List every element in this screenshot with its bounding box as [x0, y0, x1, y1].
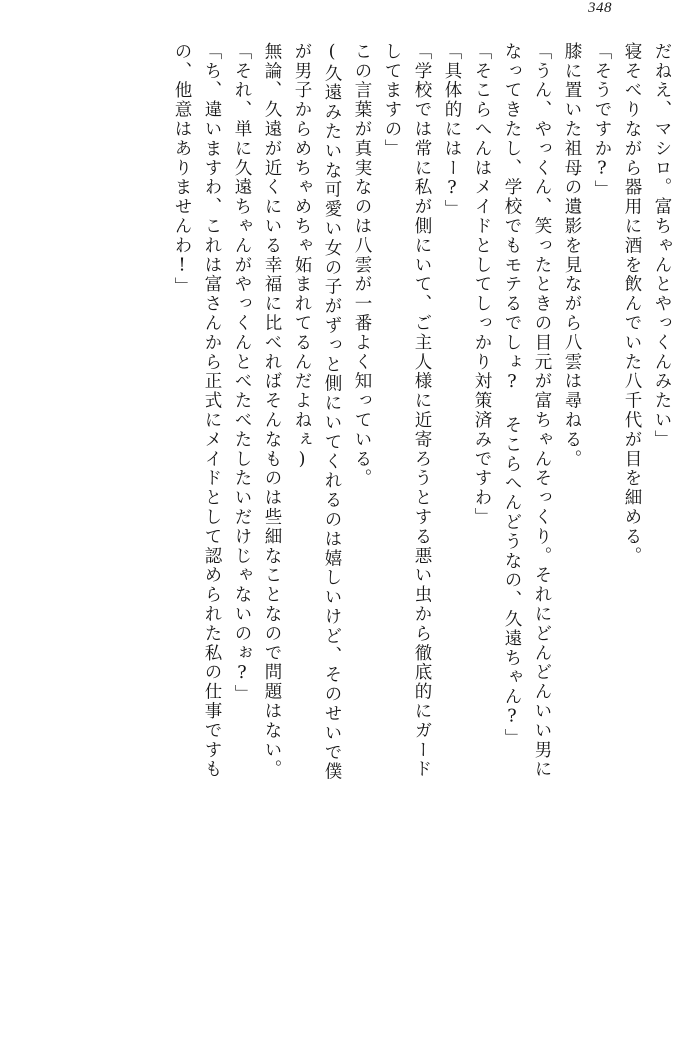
text-line: 「そうですか?」 [592, 42, 612, 200]
text-line: 膝に置いた祖母の遺影を見ながら八雲は尋ねる。 [562, 42, 582, 469]
text-line: 「うん、やっくん、笑ったときの目元が富ちゃんそっくり。それにどんどんいい男に [532, 42, 552, 780]
text-line: 「そこらへんはメイドとしてしっかり対策済みですわ」 [472, 42, 492, 527]
text-line: (久遠みたいな可愛い女の子がずっと側にいてくれるのは嬉しいけど、そのせいで僕 [322, 42, 342, 782]
text-line: 「ち、違いますわ、これは富さんから正式にメイドとして認められた私の仕事ですも [202, 42, 222, 780]
text-line: 寝そべりながら器用に酒を飲んでいた八千代が目を細める。 [622, 42, 642, 566]
text-line: が男子からめちゃめちゃ妬まれてるんだよねぇ) [292, 42, 312, 472]
text-line: 無論、久遠が近くにいる幸福に比べればそんなものは些細なことなので問題はない。 [262, 42, 282, 780]
text-line: だねえ、マシロ。富ちゃんとやっくんみたい」 [652, 42, 672, 450]
text-line: してますの」 [382, 42, 402, 159]
page-number: 348 [588, 0, 612, 16]
vertical-text-body [20, 42, 670, 1032]
text-line: この言葉が真実なのは八雲が一番よく知っている。 [352, 42, 372, 489]
text-line: の、他意はありませんわ!」 [172, 42, 192, 297]
text-line: 「学校では常に私が側にいて、ご主人様に近寄ろうとする悪い虫から徹底的にガード [412, 42, 432, 780]
text-line: 「具体的にはー?」 [442, 42, 462, 220]
text-line: なってきたし、学校でもモテるでしょ? そこらへんどうなの、久遠ちゃん?」 [502, 42, 522, 748]
text-line: 「それ、単に久遠ちゃんがやっくんとべたべたしたいだけじゃないのぉ?」 [232, 42, 252, 705]
